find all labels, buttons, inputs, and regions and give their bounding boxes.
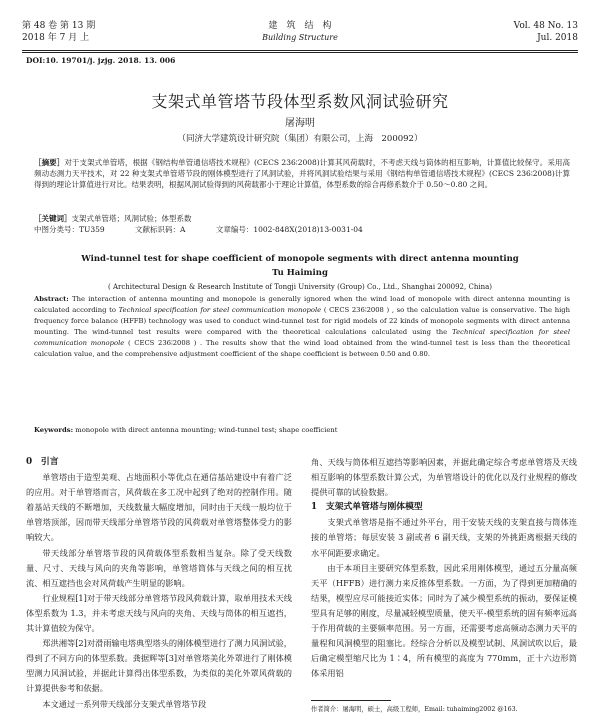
keywords-en-text: monopole with direct antenna mounting; wind-tunnel test; shape coefficient	[75, 426, 338, 434]
abstract-en-ref2: Technical specification for steel communication monopole	[34, 328, 570, 347]
paragraph: 带天线部分单管塔节段的风荷载体型系数相当复杂。除了受天线数量、尺寸、天线与风向的夹角等影响，单管塔筒体与天线之间的相互扰流、相互遮挡也会对风荷载产生明显的影响。	[26, 547, 292, 588]
issue-date: 2018 年 7 月 上	[22, 33, 90, 43]
author-footnote: 作者简介：屠海明，硕士，高级工程师，Email: tuhaiming2002 @163.	[311, 706, 518, 713]
paragraph: 行业规程[1]对于带天线部分单管塔节段风荷载计算，取单用技术天线体型系数为 1.3，并未考虑天线与风向的夹角、天线与筒体的相互遮挡，其计算值较为保守。	[26, 592, 292, 634]
keywords-cn	[34, 213, 570, 224]
abstract-en-part1: The interaction of antenna mounting and monopole is generally ignored when the wind load of monopole with direct antenna mounting is calculated according to	[34, 295, 570, 314]
paragraph: 本文通过一系列带天线部分支架式单管塔节段	[42, 698, 207, 709]
paragraph: 支架式单管塔是指不通过外平台，用于安装天线的支架直接与筒体连接的单管塔；每层安装 3 副或者 6 副天线，支架的外挑距离根据天线的水平间距要求确定。	[311, 517, 577, 558]
abstract-en	[34, 294, 570, 360]
section-heading-introduction: 0 引言	[26, 457, 59, 467]
keywords-cn-label: ［关键词］	[34, 214, 72, 223]
abstract-en-ref1: Technical specification for steel communication monopole	[118, 306, 322, 314]
volume-issue-en: Vol. 48 No. 13	[513, 21, 578, 31]
volume-issue: 第 48 卷 第 13 期	[22, 21, 96, 31]
running-header	[22, 20, 578, 48]
body-column-right	[311, 455, 577, 681]
keywords-en	[34, 425, 570, 436]
journal-name-en: Building Structure	[262, 33, 338, 42]
body-column-left	[26, 455, 292, 712]
abstract-cn-label: ［摘要］	[34, 158, 65, 167]
paragraph: 郑洪湘等[2]对滑雨输电塔典型塔头的刚体模型进行了测力风洞试验，得到了不同方向的体型系数。龚据辉等[3]对单管塔美化外罩进行了刚体模型测力风洞试验，并据此计算得出体型系数，为类似的美化外罩风荷载的计算提供参考和依据。	[26, 638, 292, 694]
classification-cn	[34, 224, 570, 235]
author-en: Tu Haiming	[272, 268, 328, 278]
header-right	[514, 20, 578, 44]
section-heading-monopole-model: 1 支架式单管塔与刚体模型	[311, 502, 423, 513]
abstract-en-part2: ( CECS 236∶2008 ) , so the calculation value is conservative. The high frequency force balance (HFFB) technology was used to conduct wind-tunnel test for rigid models of 22 kinds of monopole segments with direct antenna mounting. The wind-tunnel test results were compared with the theoretical calculations calculated using the	[34, 306, 570, 336]
affiliation-cn: （同济大学建筑设计研究院（集团）有限公司，上海 200092）	[177, 134, 423, 144]
journal-name-cn: 建 筑 结 构	[268, 21, 332, 31]
doi: DOI:10. 19701/j. jzjg. 2018. 13. 006	[26, 56, 176, 65]
issue-date-en: Jul. 2018	[537, 33, 578, 43]
author-cn: 屠海明	[285, 118, 315, 129]
abstract-cn	[34, 157, 570, 190]
keywords-en-label: Keywords:	[34, 426, 74, 434]
abstract-cn-text: 对于支架式单管塔，根据《钢结构单管通信塔技术规程》(CECS 236∶2008)计算其风荷载时，不考虑天线与筒体的相互影响，计算值比较保守。采用高频动态测力天平技术，对 22 种支架式单管塔节段的刚体模型进行了风洞试验，并将风洞试验结果与采用《钢结构单管通信塔技术规程》(CECS 236∶2008)计算得到的理论计算值进行对比。结果表明，根据风洞试验得到的风荷载都小于理论计算值，体型系数的综合再修系数介于 0.50～0.80 之间。	[34, 158, 570, 189]
paragraph: 单管塔由于造型美观、占地面积小等优点在通信基站建设中有着广泛的应用。对于单管塔而言，风荷载在多工况中起到了绝对的控制作用。随着基站天线的不断增加，天线数量大幅度增加，同时由于天线一般均位于单管塔顶部，因而带天线部分单管塔节段的风荷载对单管塔整体受力的影响较大。	[26, 472, 292, 543]
header-center	[22, 20, 578, 44]
abstract-en-label: Abstract:	[34, 295, 69, 303]
affiliation-en: ( Architectural Design & Research Institute of Tongji University (Group) Co., Ltd., Shanghai 200092, China)	[108, 283, 492, 291]
clc-number: 中图分类号：TU359	[34, 225, 105, 234]
article-number: 文章编号：1002-848X(2018)13-0031-04	[215, 225, 363, 234]
paragraph: 角、天线与筒体相互遮挡等影响因素，并据此确定综合考虑单管塔及天线相互影响的体型系数计算公式，为单管塔设计的优化以及行业规程的修改提供可靠的试验数据。	[311, 457, 577, 498]
paper-title-en: Wind-tunnel test for shape coefficient of monopole segments with direct antenna mounting	[81, 254, 519, 264]
header-rule-thin	[22, 52, 578, 53]
abstract-en-part3: ( CECS 236∶2008 ) . The results show that the wind load obtained from the wind-tunnel test is less than the theoretical calculation value, and the comprehensive adjustment coefficient of the shape coefficient is between 0.50 and 0.80.	[34, 339, 570, 358]
header-rule	[22, 50, 578, 51]
paragraph: 由于本项目主要研究体型系数，因此采用刚体模型，通过五分量高频天平（HFFB）进行测力来反推体型系数。一方面，为了得到更加精确的结果，模型应尽可能接近实体；同时为了减少模型系统的振动，要保证模型具有足够的刚度，尽量减轻模型质量，使天平-模型系统的固有频率远高于作用荷载的主要频率范围。另一方面，还需要考虑高频动态测力天平的量程和风洞模型的阻塞比。经综合分析以及模型试制、风洞试吹以后，最后确定模型缩尺比为 1∶4，所有模型的高度为 770mm，正十六边形筒体采用铝	[311, 562, 577, 679]
keywords-cn-text: 支架式单管塔；风洞试验；体型系数	[71, 214, 192, 223]
document-code: 文献标识码：A	[135, 225, 186, 234]
paper-title-cn: 支架式单管塔节段体型系数风洞试验研究	[151, 92, 449, 111]
footnote-rule	[311, 700, 391, 701]
